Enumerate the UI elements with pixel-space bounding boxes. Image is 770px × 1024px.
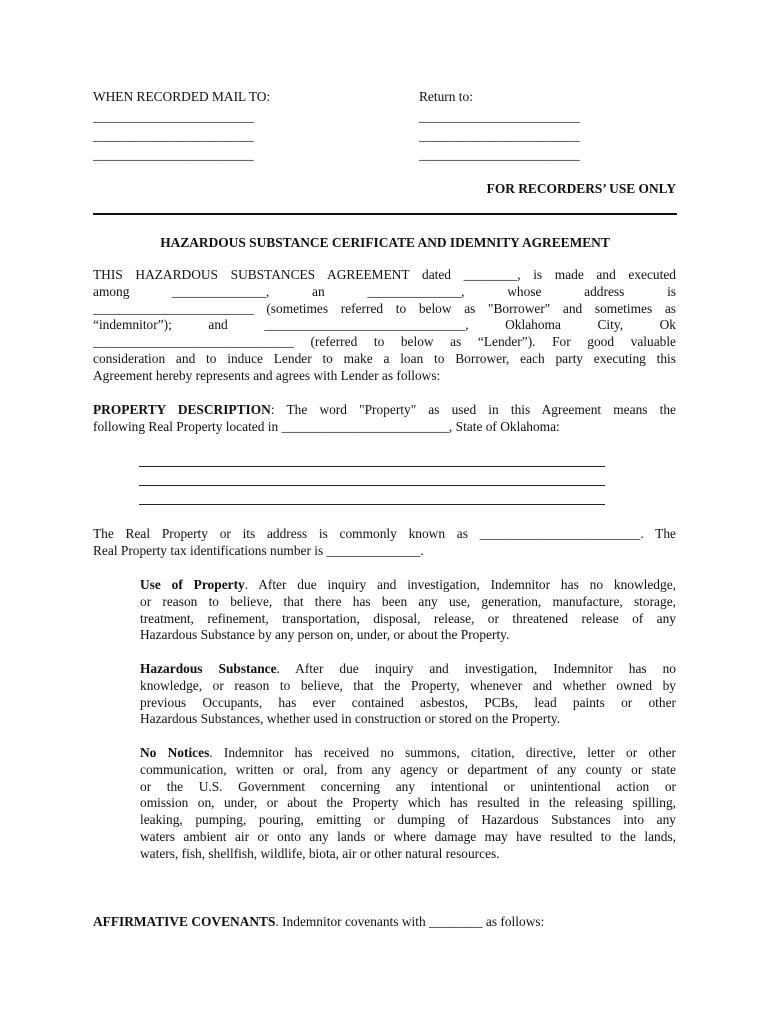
hazardous-line-1: . After due inquiry and investigation, Indemnitor has no [276,661,676,676]
return-to-blank-2: ________________________ [419,128,580,143]
recorders-use-label: FOR RECORDERS’ USE ONLY [486,181,676,196]
use-line-2: or reason to believe, that there has been any use, generation, manufacture, storage, [140,593,676,609]
affirmative-covenants-paragraph [93,913,544,930]
no-notices-heading: No Notices [140,745,210,760]
notices-line-6: waters ambient air or onto any lands or where damage may have resulted to the lands, [140,828,676,844]
property-description-blank-3 [139,504,605,505]
address-line-1: The Real Property or its address is commonly known as ________________________. The [93,526,676,541]
property-description-blank-1 [139,466,605,467]
notices-line-2: communication, written or oral, from any agency or department of any county or state [140,761,676,777]
intro-line-5: ______________________________ (referred to below as “Lender”). For good valuable [93,334,676,350]
notices-line-4: omission on, under, or about the Property which has resulted in the releasing spilling, [140,795,676,811]
hazardous-substance-section [140,661,676,728]
address-paragraph [93,526,676,560]
property-line-1: : The word "Property" as used in this Agreement means the [270,402,676,417]
use-of-property-section [140,577,676,644]
intro-line-7: Agreement hereby represents and agrees with Lender as follows: [93,367,441,383]
property-description-paragraph [93,402,676,436]
affirmative-covenants-heading: AFFIRMATIVE COVENANTS [93,914,276,929]
intro-line-4: “indemnitor”); and ______________________________, Oklahoma City, Ok [93,317,676,333]
no-notices-section [140,745,676,863]
intro-paragraph [93,267,676,385]
mail-to-blank-2: ________________________ [93,128,254,143]
notices-line-7: waters, fish, shellfish, wildlife, biota, air or other natural resources. [140,845,500,861]
mail-to-blank-3: ________________________ [93,147,254,162]
use-of-property-heading: Use of Property [140,577,245,592]
use-line-4: Hazardous Substance by any person on, under, or about the Property. [140,627,510,643]
header-divider [93,213,677,215]
return-to-label: Return to: [419,89,473,104]
notices-line-1: . Indemnitor has received no summons, citation, directive, letter or other [209,745,676,760]
return-to-blank-3: ________________________ [419,147,580,162]
intro-line-3: ________________________ (sometimes referred to below as "Borrower" and sometimes as [93,300,676,316]
intro-line-1: THIS HAZARDOUS SUBSTANCES AGREEMENT dated ________, is made and executed [93,267,676,282]
intro-line-6: consideration and to induce Lender to make a loan to Borrower, each party executing this [93,350,676,366]
mail-to-blank-1: ________________________ [93,109,254,124]
return-to-blank-1: ________________________ [419,109,580,124]
property-description-blank-2 [139,485,605,486]
hazardous-substance-heading: Hazardous Substance [140,661,277,676]
hazardous-line-3: previous Occupants, has ever contained asbestos, PCBs, lead paints or other [140,694,676,710]
address-line-2: Real Property tax identifications number is ______________. [93,542,424,558]
use-line-1: . After due inquiry and investigation, Indemnitor has no knowledge, [244,577,676,592]
document-title: HAZARDOUS SUBSTANCE CERIFICATE AND IDEMNITY AGREEMENT [160,235,610,250]
property-line-2: following Real Property located in _________________________, State of Oklahoma: [93,418,560,434]
notices-line-3: or the U.S. Government concerning any intentional or unintentional action or [140,778,676,794]
covenants-text: . Indemnitor covenants with ________ as follows: [275,914,545,929]
property-description-heading: PROPERTY DESCRIPTION [93,402,271,417]
when-recorded-label: WHEN RECORDED MAIL TO: [93,89,271,104]
hazardous-line-4: Hazardous Substances, whether used in construction or stored on the Property. [140,711,561,727]
use-line-3: treatment, refinement, transportation, disposal, release, or threatened release of any [140,610,676,626]
notices-line-5: leaking, pumping, pouring, emitting or dumping of Hazardous Substances into any [140,812,676,828]
hazardous-line-2: knowledge, or reason to believe, that the Property, whenever and whether owned by [140,677,676,693]
intro-line-2: among ______________, an ______________, whose address is [93,283,676,299]
